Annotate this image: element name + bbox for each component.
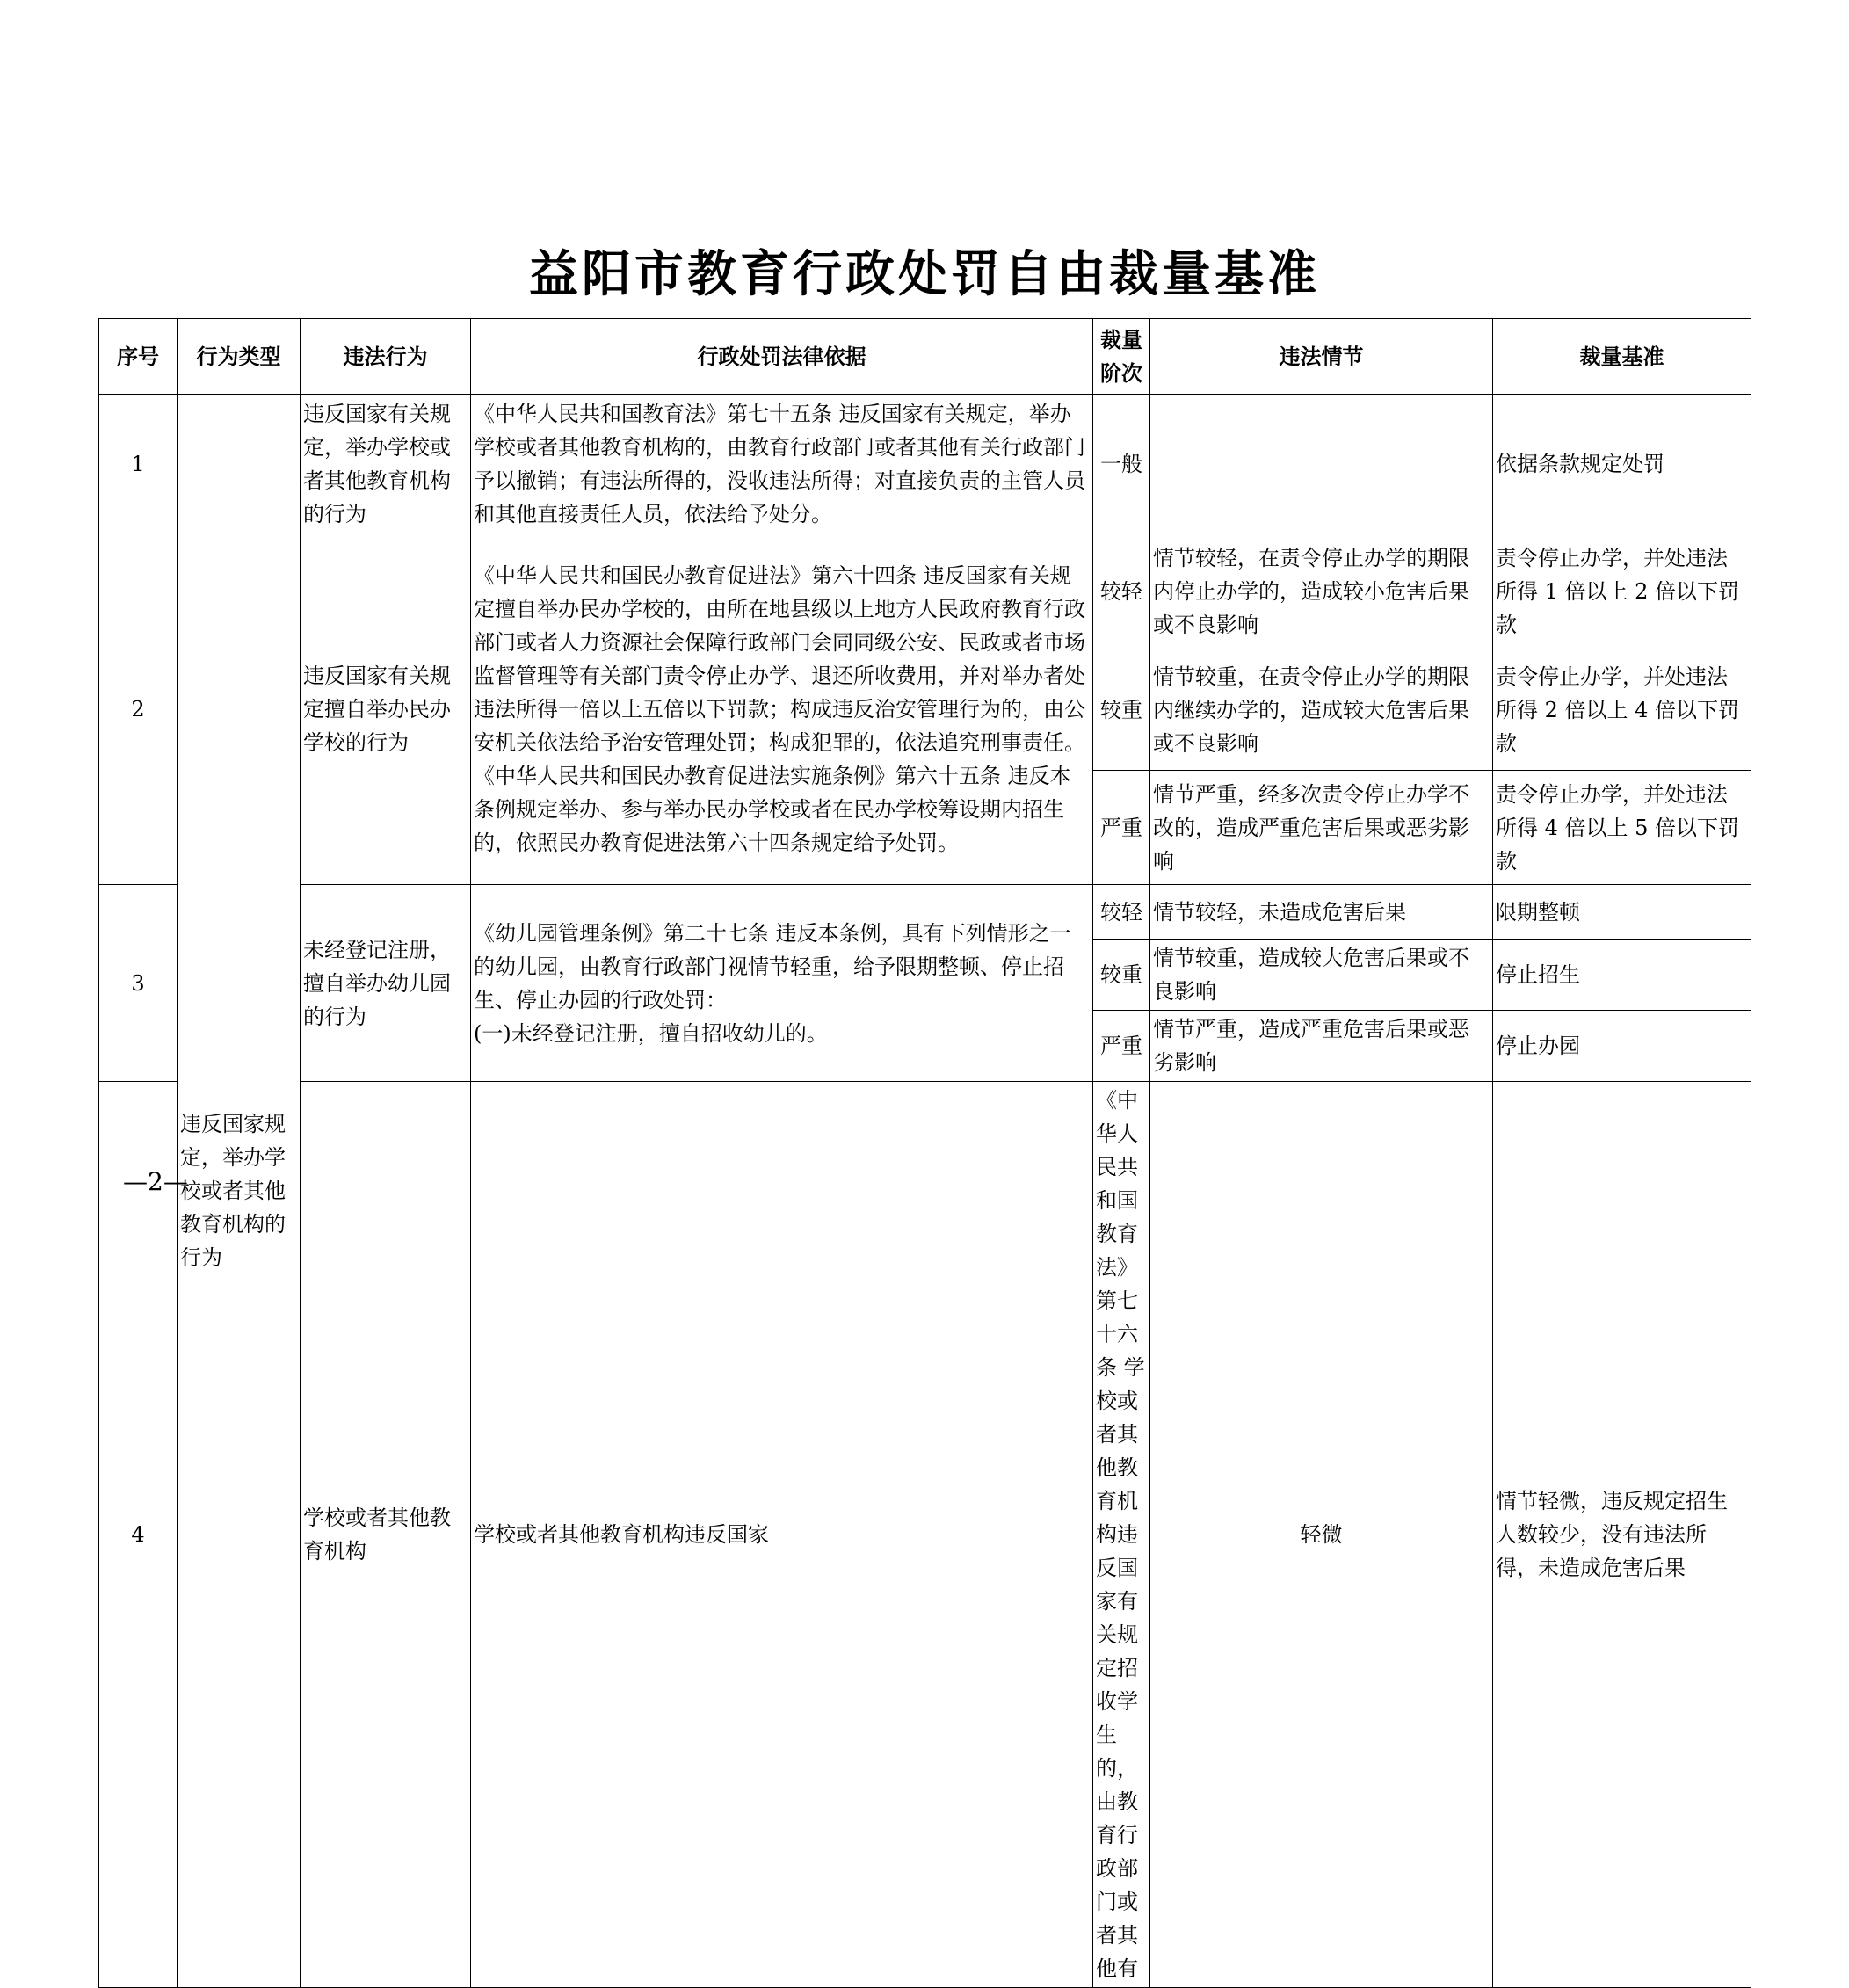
header-standard: 裁量基准 xyxy=(1493,319,1751,395)
discretion-standard-table xyxy=(98,318,1751,1988)
standard: 依据条款规定处罚 xyxy=(1493,395,1751,533)
discretion-level: 严重 xyxy=(1093,1011,1150,1082)
discretion-level: 较重 xyxy=(1093,940,1150,1011)
row-no: 4 xyxy=(99,1082,178,1988)
circumstance: 情节较重，在责令停止办学的期限内继续办学的，造成较大危害后果或不良影响 xyxy=(1150,649,1493,771)
header-circumstance: 违法情节 xyxy=(1150,319,1493,395)
row-no: 3 xyxy=(99,885,178,1082)
table-row xyxy=(99,885,1751,940)
legal-basis xyxy=(471,533,1093,885)
table-row xyxy=(99,395,1751,533)
legal-basis-part2: 《中华人民共和国民办教育促进法实施条例》第六十五条 违反本条例规定举办、参与举办民办学校或者在民办学校筹设期内招生的，依照民办教育促进法第六十四条规定给予处罚。 xyxy=(474,763,1071,855)
violation-act: 违反国家有关规定，举办学校或者其他教育机构的行为 xyxy=(301,395,471,533)
legal-basis: 《中华人民共和国教育法》第七十五条 违反国家有关规定，举办学校或者其他教育机构的，由教育行政部门或者其他有关行政部门予以撤销；有违法所得的，没收违法所得；对直接负责的主管人员和其他直接责任人员，依法给予处分。 xyxy=(471,395,1093,533)
standard: 限期整顿 xyxy=(1493,885,1751,940)
standard: 责令停止办学，并处违法所得 1 倍以上 2 倍以下罚款 xyxy=(1493,533,1751,649)
header-basis: 行政处罚法律依据 xyxy=(471,319,1093,395)
violation-act: 违反国家有关规定擅自举办民办学校的行为 xyxy=(301,533,471,885)
legal-basis-part1: 《中华人民共和国民办教育促进法》第六十四条 违反国家有关规定擅自举办民办学校的，由所在地县级以上地方人民政府教育行政部门或者人力资源社会保障行政部门会同同级公安、民政或者市场监督管理等有关部门责令停止办学、退还所收费用，并对举办者处违法所得一倍以上五倍以下罚款；构成违反治安管理行为的，由公安机关依法给予治安管理处罚；构成犯罪的，依法追究刑事责任。 xyxy=(474,562,1085,755)
table-row xyxy=(99,1082,1751,1988)
row-no: 2 xyxy=(99,533,178,885)
legal-basis: 《中华人民共和国教育法》第七十六条 学校或者其他教育机构违反国家有关规定招收学生的，由教育行政部门或者其他有 xyxy=(1093,1082,1150,1988)
discretion-level: 严重 xyxy=(1093,771,1150,885)
circumstance: 情节较轻，在责令停止办学的期限内停止办学的，造成较小危害后果或不良影响 xyxy=(1150,533,1493,649)
table-row xyxy=(99,533,1751,649)
circumstance: 情节轻微，违反规定招生人数较少，没有违法所得，未造成危害后果 xyxy=(1493,1082,1751,1988)
discretion-level: 较重 xyxy=(1093,649,1150,771)
header-no: 序号 xyxy=(99,319,178,395)
standard: 责令停止办学，并处违法所得 4 倍以上 5 倍以下罚款 xyxy=(1493,771,1751,885)
page-number: —2— xyxy=(123,1167,188,1196)
header-level: 裁量阶次 xyxy=(1093,319,1150,395)
legal-basis-part1: 《幼儿园管理条例》第二十七条 违反本条例，具有下列情形之一的幼儿园，由教育行政部门视情节轻重，给予限期整顿、停止招生、停止办园的行政处罚： xyxy=(474,920,1071,1012)
document-title: 益阳市教育行政处罚自由裁量基准 xyxy=(529,245,1320,303)
circumstance: 情节严重，造成严重危害后果或恶劣影响 xyxy=(1150,1011,1493,1082)
violation-act: 未经登记注册，擅自举办幼儿园的行为 xyxy=(301,885,471,1082)
row-no: 1 xyxy=(99,395,178,533)
discretion-level: 轻微 xyxy=(1150,1082,1493,1988)
legal-basis-part2: (一)未经登记注册，擅自招收幼儿的。 xyxy=(474,1020,828,1046)
behavior-type-cell: 学校或者其他教育机构 xyxy=(301,1082,471,1988)
circumstance: 情节严重，经多次责令停止办学不改的，造成严重危害后果或恶劣影响 xyxy=(1150,771,1493,885)
header-type: 行为类型 xyxy=(178,319,301,395)
discretion-level: 一般 xyxy=(1093,395,1150,533)
discretion-level: 较轻 xyxy=(1093,885,1150,940)
standard: 停止办园 xyxy=(1493,1011,1751,1082)
circumstance: 情节较重，造成较大危害后果或不良影响 xyxy=(1150,940,1493,1011)
circumstance: 情节较轻，未造成危害后果 xyxy=(1150,885,1493,940)
behavior-type-cell: 违反国家规定，举办学校或者其他教育机构的行为 xyxy=(178,395,301,1988)
legal-basis xyxy=(471,885,1093,1082)
header-act: 违法行为 xyxy=(301,319,471,395)
header-row xyxy=(99,319,1751,395)
circumstance xyxy=(1150,395,1493,533)
standard: 责令停止办学，并处违法所得 2 倍以上 4 倍以下罚款 xyxy=(1493,649,1751,771)
discretion-level: 较轻 xyxy=(1093,533,1150,649)
violation-act: 学校或者其他教育机构违反国家 xyxy=(471,1082,1093,1988)
standard: 停止招生 xyxy=(1493,940,1751,1011)
